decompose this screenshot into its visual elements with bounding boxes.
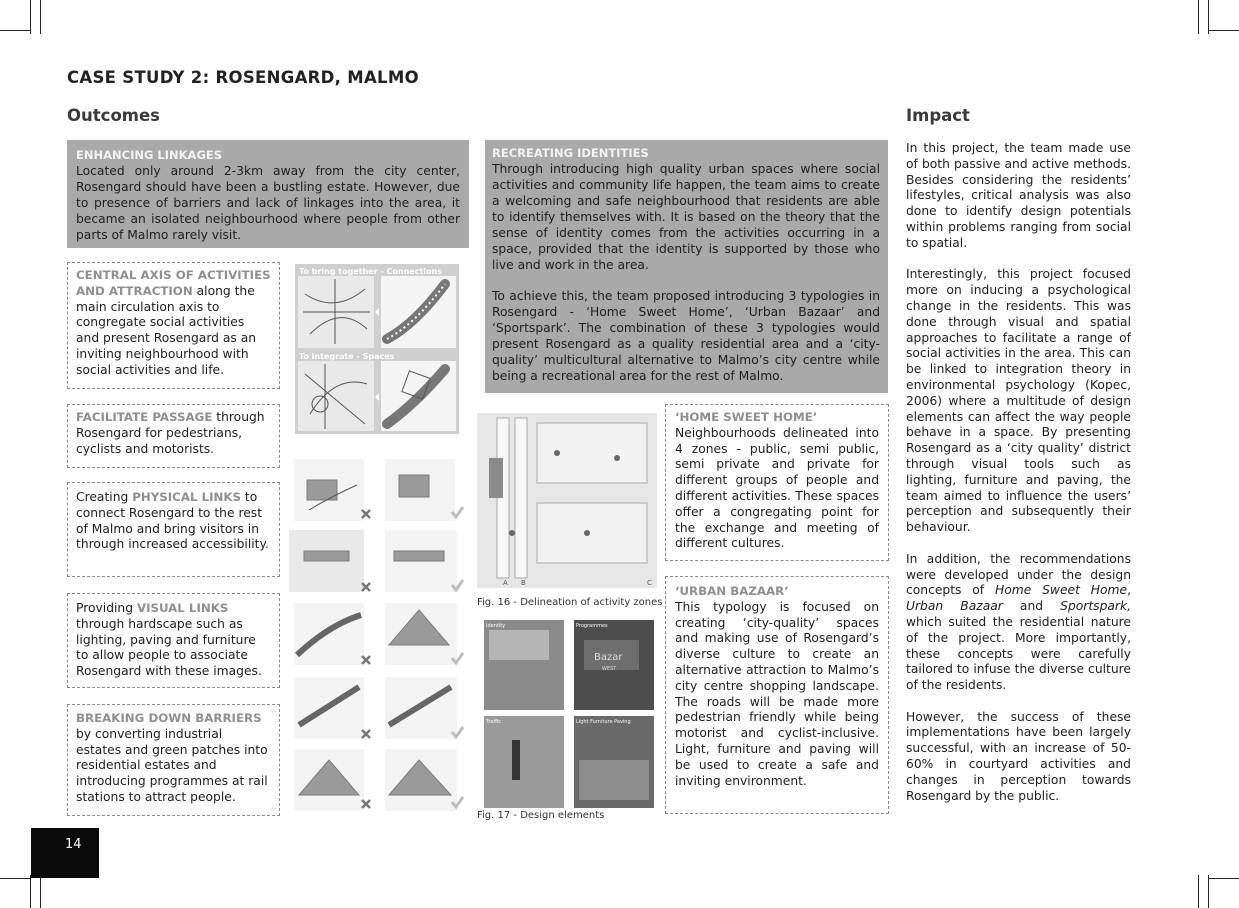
recreating-identities-box [485, 140, 888, 393]
urban-bazaar-box [665, 576, 889, 814]
home-sweet-home-box [665, 404, 889, 561]
central-axis-highlight: CENTRAL AXIS OF ACTIVITIES AND ATTRACTION [76, 268, 271, 298]
central-axis-box [67, 262, 280, 389]
fig17-label-programmes: Programmes [576, 623, 608, 629]
crop-mark [1208, 875, 1209, 908]
impact-column [906, 141, 1131, 820]
enhancing-linkages-title: ENHANCING LINKAGES [76, 148, 223, 162]
fig17-label-identity: Identity [486, 623, 506, 629]
visual-links-text: through hardscape such as lighting, paving and furniture to allow people to associate Rosengard with these images. [76, 616, 262, 679]
crop-mark [1209, 30, 1239, 31]
breaking-barriers-box [67, 704, 280, 816]
crop-mark [1208, 0, 1209, 34]
impact-paragraph-4: However, the success of these implementations have been largely successful, with an increase of 50-60% in courtyard activities and changes in perception towards Rosengard by the public. [906, 709, 1131, 803]
diagram-label-spaces: To integrate - Spaces [299, 352, 395, 361]
physical-links-highlight: PHYSICAL LINKS [132, 490, 241, 504]
crop-mark [1198, 875, 1199, 908]
enhancing-linkages-text: Located only around 2-3km away from the city center, Rosengard should have been a bustling estate. However, due to presence of barriers and lack of linkages into the area, it became an isolated neighbourhood where people from other parts of Malmo rarely visit. [76, 164, 460, 242]
crop-mark [1209, 878, 1239, 879]
fig16-zone-b: B [521, 579, 526, 587]
impact-paragraph-2: Interestingly, this project focused more on inducing a psychological change in the residents. This was done through visual and spatial approaches to facilitate a range of social activities in the area. This can be linked to integration theory in environmental psychology (Kopec, 2006) where a multitude of design elements can affect the way people behave in a space. By presenting Rosengard as a ‘city quality’ district through visual tools such as lighting, furniture and paving, the team aimed to influence the users’ perception and subsequently their behaviour. [906, 267, 1131, 535]
crop-mark [0, 30, 30, 31]
physical-links-text: to connect Rosengard to the rest of Malmo and bring visitors in through increased accessibility. [76, 490, 269, 552]
urban-bazaar-text: This typology is focused on creating ‘city-quality’ spaces and making use of Rosengard’s diverse culture to create an alternative attraction to Malmo’s city centre shopping landscape. The roads will be made more pedestrian friendly while being motorist and cyclist-inclusive. Light, furniture and paving will be used to create a safe and inviting environment. [675, 599, 879, 788]
connections-spaces-diagram [295, 264, 459, 434]
fig17-sign-sub: WEST [602, 666, 617, 672]
facilitate-passage-highlight: FACILITATE PASSAGE [76, 410, 213, 424]
visual-links-box [67, 593, 280, 688]
fig17-label-traffic: Traffic [486, 719, 502, 725]
crop-mark [30, 875, 31, 908]
fig17-photo-grid [484, 620, 654, 808]
fig17-sign: Bazar [594, 652, 623, 663]
visual-links-pre: Providing [76, 601, 137, 615]
page-title: CASE STUDY 2: ROSENGARD, MALMO [67, 68, 419, 87]
physical-links-pre: Creating [76, 490, 133, 504]
facilitate-passage-text: through Rosengard for pedestrians, cyclists and motorists. [76, 410, 265, 456]
crop-mark [1198, 0, 1199, 34]
impact-paragraph-3: In addition, the recommendations were developed under the design concepts of Home Sweet Home, Urban Bazaar and Sportspark, which suited the residential nature of the project. More importantly, these concepts were carefully tailored to infuse the diverse culture of the residents. [906, 551, 1132, 693]
page-number: 14 [65, 837, 82, 852]
fig16-zones-diagram [477, 413, 657, 588]
crop-mark [0, 878, 30, 879]
crop-mark [30, 0, 31, 34]
recreating-identities-p1: Through introducing high quality urban spaces where social activities and community life happen, the team aims to create a welcoming and safe neighbourhood that residents are able to identify themselves with. It is based on the theory that the sense of identity comes from the activities occurring in a space, provided that the identity is supported by those who live and work in the area. [492, 162, 880, 272]
enhancing-linkages-box [67, 140, 469, 248]
breaking-barriers-highlight: BREAKING DOWN BARRIERS [76, 711, 262, 725]
fig17-caption: Fig. 17 - Design elements [477, 810, 605, 821]
urban-bazaar-title: ‘URBAN BAZAAR’ [675, 584, 789, 598]
fig16-caption: Fig. 16 - Delineation of activity zones [477, 597, 663, 608]
impact-paragraph-1: In this project, the team made use of both passive and active methods. Besides considering the residents’ lifestyles, critical analysis was also done to identify design potentials within problems ranging from social to spatial. [906, 141, 1131, 250]
recreating-identities-title: RECREATING IDENTITIES [492, 146, 649, 160]
diagram-label-connections: To bring together - Connections [299, 267, 442, 276]
page-number-block [31, 828, 99, 878]
visual-links-highlight: VISUAL LINKS [136, 601, 229, 615]
fig16-zone-a: A [503, 579, 508, 587]
crop-mark [40, 0, 41, 34]
fig17-label-light: Light Furniture Paving [576, 719, 631, 725]
facilitate-passage-box [67, 404, 280, 468]
crop-mark [40, 875, 41, 908]
breaking-barriers-text: by converting industrial estates and green patches into residential estates and introducing programmes at rail stations to attract people. [76, 726, 268, 804]
home-sweet-home-text: Neighbourhoods delineated into 4 zones - public, semi public, semi private and private for different groups of people and different activities. These spaces offer a congregating point for the exchange and meeting of different cultures. [675, 425, 879, 551]
fig16-zone-c: C [647, 579, 652, 587]
typology-diagrams [289, 455, 471, 817]
home-sweet-home-title: ‘HOME SWEET HOME’ [675, 410, 818, 424]
recreating-identities-p2: To achieve this, the team proposed introducing 3 typologies in Rosengard - ‘Home Sweet Home’, ‘Urban Bazaar’ and ‘Sportspark’. The combination of these 3 typologies would present Rosengard as a quality residential area and a ‘city-quality’ multicultural alternative to Malmo’s city centre while being a recreational area for the rest of Malmo. [492, 289, 880, 383]
outcomes-heading: Outcomes [67, 106, 160, 125]
impact-heading: Impact [906, 106, 970, 125]
physical-links-box [67, 482, 280, 577]
central-axis-text: along the main circulation axis to congregate social activities and present Rosengard as an inviting neighbourhood with social activities and life. [76, 283, 257, 377]
